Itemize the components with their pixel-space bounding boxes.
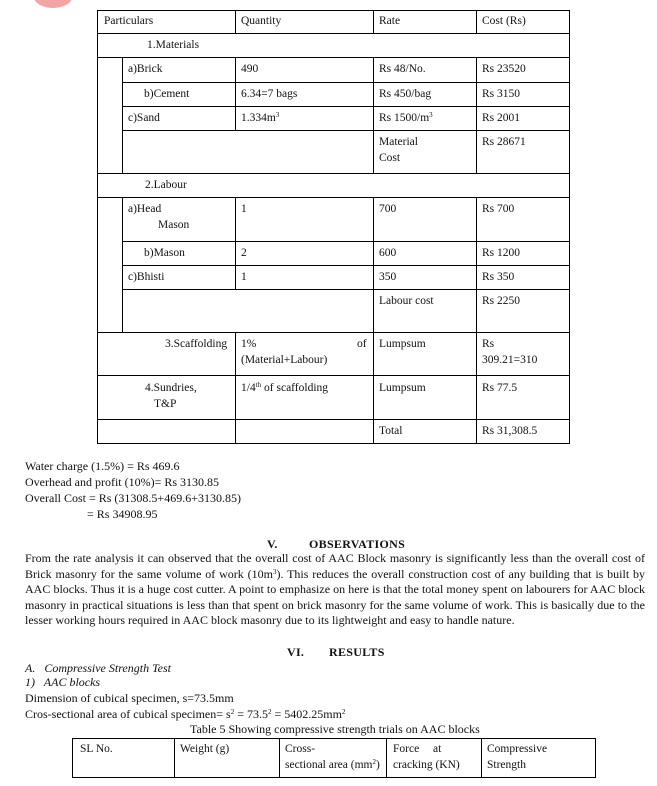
table5-col-force-1: Force	[393, 743, 420, 755]
cement-cost: Rs 3150	[482, 88, 521, 100]
table5-col-area-1: Cross-	[285, 743, 316, 755]
row-divider	[122, 289, 570, 290]
sundries-line2: T&P	[154, 398, 177, 410]
subsection-heading: A. Compressive Strength Test	[25, 661, 171, 675]
labour-cost-value: Rs 2250	[482, 295, 521, 307]
mason-particular: b)Mason	[144, 247, 185, 259]
results-title: RESULTS	[329, 645, 385, 659]
row-divider	[97, 375, 570, 376]
bhisti-quantity: 1	[241, 271, 247, 283]
col-divider	[174, 738, 175, 778]
head-mason-line2: Mason	[158, 219, 190, 231]
col-divider	[373, 57, 374, 173]
header-logo-fragment	[34, 0, 72, 8]
row-divider	[122, 130, 570, 131]
col-divider	[481, 738, 482, 778]
table5-col-strength-1: Compressive	[487, 743, 548, 755]
col-divider	[235, 57, 236, 131]
row-divider	[97, 57, 570, 58]
col-divider	[373, 10, 374, 34]
brick-particular: a)Brick	[128, 63, 163, 75]
brick-rate: Rs 48/No.	[379, 63, 426, 75]
table5-col-force-at: at	[433, 743, 442, 755]
cement-particular: b)Cement	[144, 88, 190, 100]
observations-title: OBSERVATIONS	[309, 537, 406, 551]
sand-particular: c)Sand	[128, 112, 160, 124]
header-particulars: Particulars	[104, 15, 154, 27]
total-label: Total	[379, 425, 403, 437]
row-divider	[97, 197, 570, 198]
sundries-quantity: 1/4th of scaffolding	[241, 381, 329, 394]
row-divider	[97, 33, 570, 34]
scaffolding-quantity-of: of	[357, 338, 367, 350]
head-mason-quantity: 1	[241, 203, 247, 215]
scaffolding-rate: Lumpsum	[379, 338, 426, 350]
scaffolding-cost-1: Rs	[482, 338, 495, 350]
sand-quantity: $1.334m^3$	[241, 111, 280, 124]
observations-number: V.	[267, 537, 278, 551]
row-divider	[122, 106, 570, 107]
table5-col-force-2: cracking (KN)	[393, 759, 460, 771]
overhead-profit: Overhead and profit (10%)= Rs 3130.85	[25, 475, 220, 489]
col-divider	[279, 738, 280, 778]
row-divider	[97, 332, 570, 333]
bhisti-cost: Rs 350	[482, 271, 515, 283]
mason-quantity: 2	[241, 247, 247, 259]
material-cost-label-1: Material	[379, 136, 418, 148]
table5-col-sl: SL No.	[80, 743, 113, 755]
sundries-line1: 4.Sundries,	[145, 382, 197, 394]
cement-quantity: 6.34=7 bags	[241, 88, 298, 100]
material-cost-value: Rs 28671	[482, 136, 526, 148]
total-cost: Rs 31,308.5	[482, 425, 538, 437]
sundries-rate: Lumpsum	[379, 382, 426, 394]
brick-quantity: 490	[241, 63, 259, 75]
header-cost: Cost (Rs)	[482, 15, 526, 27]
cement-rate: Rs 450/bag	[379, 88, 432, 100]
col-divider	[373, 197, 374, 444]
col-divider	[235, 197, 236, 290]
table5-col-area-2: sectional area $(mm^2)$	[285, 758, 380, 771]
table5-col-strength-2: Strength	[487, 759, 526, 771]
observations-paragraph: From the rate analysis it can observed that the overall cost of AAC Block masonry is significantly less than the overall cost of Brick masonry for the same volume of work $(10m^3)$. This reduces the overall construction cost of any building that is built by AAC blocks. Thus it is a huge cost cutter. A point to emphasize on here is that the total money spent on labourers for AAC block masonry in practical situations is less than that spent on brick masonry for the same volume of work. This is basically due to the lesser working hours required in AAC block masonry due to its lightweight and easy to handle nature.	[25, 551, 645, 628]
header-rate: Rate	[379, 15, 401, 27]
sand-cost: Rs 2001	[482, 112, 521, 124]
row-divider	[122, 265, 570, 266]
mason-cost: Rs 1200	[482, 247, 521, 259]
row-divider	[122, 241, 570, 242]
scaffolding-quantity-1: 1%	[241, 338, 257, 350]
col-divider	[476, 10, 477, 34]
specimen-dimension: Dimension of cubical specimen, s=73.5mm	[25, 691, 234, 705]
results-number: VI.	[287, 645, 305, 659]
overall-cost: Overall Cost = Rs (31308.5+469.6+3130.85)	[25, 491, 241, 505]
col-divider	[235, 332, 236, 444]
bhisti-rate: 350	[379, 271, 397, 283]
cross-sectional-area: Cros-sectional area of cubical specimen= $s^2 = 73.5^2 = 5402.25mm^2$	[25, 707, 346, 721]
row-divider	[97, 173, 570, 174]
col-divider	[122, 57, 123, 173]
mason-rate: 600	[379, 247, 397, 259]
col-divider	[386, 738, 387, 778]
material-cost-label-2: Cost	[379, 152, 401, 164]
head-mason-cost: Rs 700	[482, 203, 515, 215]
scaffolding-particular: 3.Scaffolding	[165, 338, 228, 350]
brick-cost: Rs 23520	[482, 63, 526, 75]
labour-heading: 2.Labour	[145, 179, 187, 191]
table5-col-weight: Weight (g)	[180, 743, 230, 755]
head-mason-rate: 700	[379, 203, 397, 215]
scaffolding-quantity-2: (Material+Labour)	[241, 354, 328, 366]
head-mason-line1: a)Head	[128, 203, 162, 215]
col-divider	[235, 10, 236, 34]
subsubsection-heading: 1) AAC blocks	[25, 675, 101, 689]
header-quantity: Quantity	[241, 15, 282, 27]
labour-cost-label: Labour cost	[379, 295, 434, 307]
overall-cost-result: = Rs 34908.95	[87, 507, 158, 521]
water-charge: Water charge (1.5%) = Rs 469.6	[25, 459, 180, 473]
bhisti-particular: c)Bhisti	[128, 271, 165, 283]
row-divider	[122, 82, 570, 83]
col-divider	[122, 197, 123, 332]
table5-caption: Table 5 Showing compressive strength trials on AAC blocks	[190, 722, 480, 736]
materials-heading: 1.Materials	[147, 39, 200, 51]
sand-rate: Rs $1500/m^3$	[379, 111, 433, 124]
sundries-cost: Rs 77.5	[482, 382, 518, 394]
row-divider	[97, 419, 570, 420]
scaffolding-cost-2: 309.21=310	[482, 354, 538, 366]
col-divider	[476, 197, 477, 444]
col-divider	[476, 57, 477, 173]
